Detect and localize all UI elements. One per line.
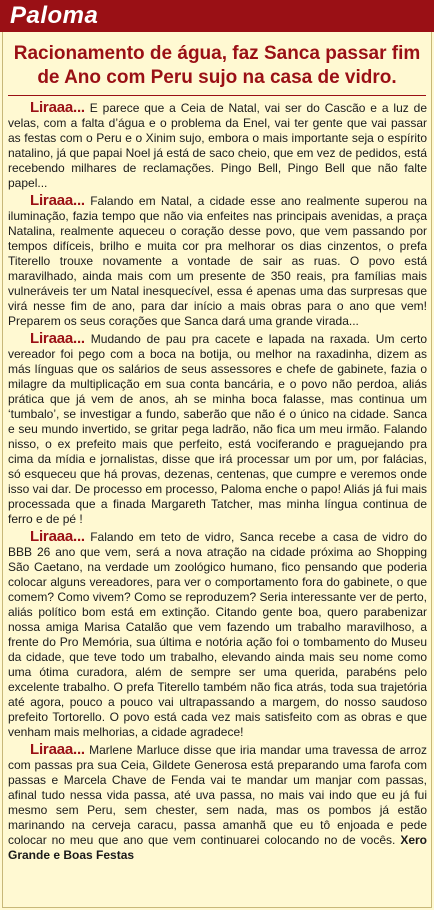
paragraph-lead: Liraaa...: [30, 330, 85, 347]
section-title: Paloma: [10, 2, 99, 29]
paragraph-lead: Liraaa...: [30, 528, 85, 545]
article-paragraph-4: [8, 529, 427, 740]
article-paragraph-2: [8, 193, 427, 329]
paragraph-lead: Liraaa...: [30, 741, 85, 758]
paragraph-text: E parece que a Ceia de Natal, vai ser do Cascão e a luz de velas, com a falta d’água e o problema da Enel, vai ter gente que vai passar as festas com o Peru e o Xinim sujo, embora o mais importante seja o espírito natalino, já que papai Noel já está de saco cheio, que em vez de pedidos, está recebendo milhares de reclamações. Pingo Bell, Pingo Bell que não falte papel...: [8, 101, 427, 190]
paragraph-text: Falando em Natal, a cidade esse ano realmente superou na iluminação, fazia tempo que não via enfeites nas principais avenidas, a praça Natalina, realmente aqueceu o coração desse povo, que vem passando por tempos difíceis, brilho e muita cor pra melhorar os dias cinzentos, o prefa Titerello trouxe novamente a vontade de sair as ruas. O povo está maravilhado, ainda mais com um presente de 350 reais, pra famílias mais vulneráveis ter um Natal inesquecível, essa é apenas uma das surpresas que virá nesse fim de ano, para dar início a mais obras para o ano que vem! Preparem os seus corações que Sanca dará uma grande virada...: [8, 194, 427, 328]
article-paragraph-1: [8, 100, 427, 191]
paragraph-text: Marlene Marluce disse que iria mandar uma travessa de arroz com passas pra sua Ceia, Gildete Generosa está preparando uma farofa com passas e Marcela Chave de Fenda vai te mandar um manjar com passas, afinal tudo nessa vida passa, até uva passa, no mais vai indo que eu já fui mesmo sem Peru, sem chester, sem nada, mas os pombos já estão marinando na cerveja caracu, passa amanhã que eu tô enjoada e pede colocar no meu que ano que vem continuarei colocando no de vocês.: [8, 743, 427, 847]
column-signoff: Xero Grande e Boas Festas: [8, 833, 427, 862]
paragraph-text: Falando em teto de vidro, Sanca recebe a casa de vidro do BBB 26 ano que vem, será a nova atração na cidade próxima ao Shopping São Caetano, na verdade um zoológico humano, fico pensando que poderia colocar alguns vereadores, para ver o comportamento fora do gabinete, o que comem? Como vivem? Como se reproduzem? Seria interessante ver de perto, aliás político bom está em extinção. Citando gente boa, quero parabenizar nossa amiga Marisa Catalão que vem fazendo um trabalho maravilhoso, a frente do Pro Memória, sua última e notória ação foi o tombamento do Museu da cidade, que teve todo um trabalho, elevando ainda mais seu nome como uma ótima curadora, além de sempre ser uma querida, parabéns pelo excelente trabalho. O prefa Titerello também não fica atrás, toda sua trajetória até agora, pouco a pouco vai ultrapassando a margem, do nosso saudoso prefeito Tortorello. O povo está cada vez mais satisfeito com as obras e que venham mais melhorias, a cidade agradece!: [8, 530, 427, 739]
article-body: [8, 100, 427, 865]
article-paragraph-5: [8, 742, 427, 863]
section-header-bar: [0, 0, 434, 32]
headline-divider: [8, 95, 426, 96]
paragraph-lead: Liraaa...: [30, 99, 85, 116]
article-headline: Racionamento de água, faz Sanca passar fim de Ano com Peru sujo na casa de vidro.: [13, 43, 421, 88]
paragraph-text: Mudando de pau pra cacete e lapada na raxada. Um certo vereador foi pego com a boca na botija, ou melhor na raxadinha, dizem as más línguas que os salários de seus assessores e chefe de gabinete, fazia o milagre da multiplicação em sua conta bancária, e o povo não perdoa, aliás prática que já vem de anos, ah se minha boca falasse, mas continua um ‘tumbalo’, se investigar a fundo, saberão que não é o único na cidade. Sanca e seu mundo invertido, se gritar pega ladrão, não fica um meu irmão. Falando nisso, o ex prefeito mais que perfeito, está vociferando e praguejando pra cima da mídia e jornalistas, disse que irá processar um por um, por falácias, só esqueceu que há provas, dezenas, centenas, que cumpre e veremos onde isso vai dar. De processo em processo, Paloma enche o papo! Aliás já fui mais processada que a finada Margareth Tatcher, mas minha língua continua de ferro e de pé !: [8, 332, 427, 526]
paragraph-lead: Liraaa...: [30, 192, 85, 209]
article-paragraph-3: [8, 331, 427, 527]
